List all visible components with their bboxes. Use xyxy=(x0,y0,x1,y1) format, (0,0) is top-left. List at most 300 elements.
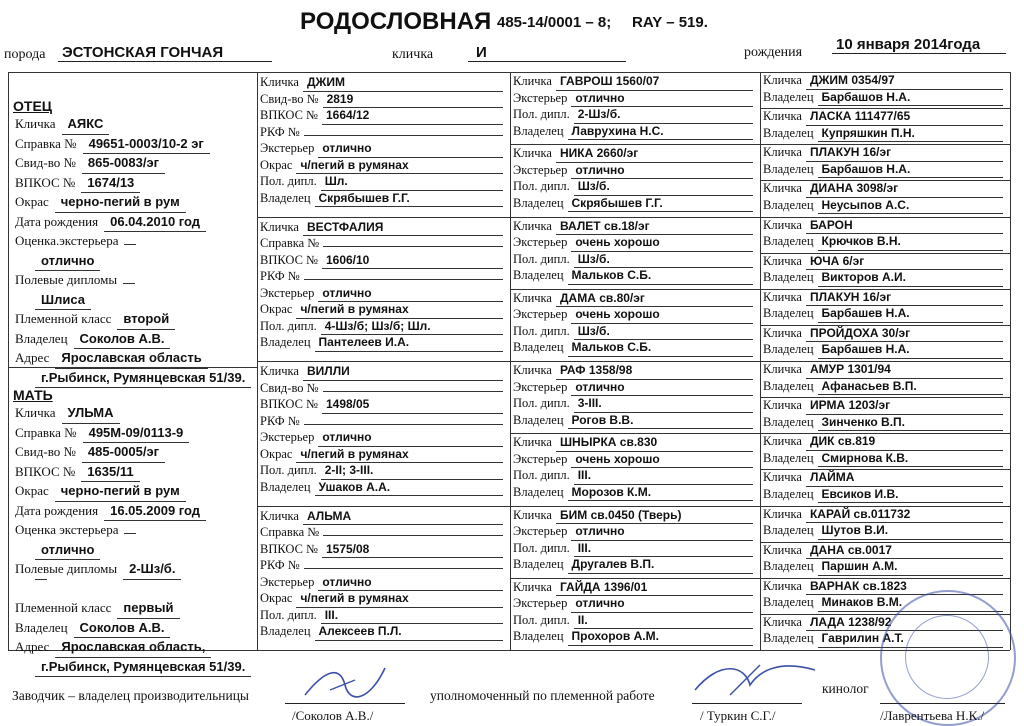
field-value: Другалев В.П. xyxy=(568,556,753,574)
field-label: Владелец xyxy=(763,631,814,646)
field-row xyxy=(258,124,509,141)
field-value: отлично xyxy=(318,429,503,447)
field-value xyxy=(323,391,503,392)
field-row xyxy=(9,134,256,154)
field-row xyxy=(9,559,256,579)
field-label: Свид-во № xyxy=(15,444,76,459)
field-label: Владелец xyxy=(763,414,814,429)
field-row xyxy=(761,125,1009,142)
ancestor-cell xyxy=(761,506,1009,541)
field-row xyxy=(9,290,256,310)
field-row xyxy=(258,74,509,91)
field-row xyxy=(511,251,759,268)
field-value: очень хорошо xyxy=(571,451,753,469)
field-label: Кличка xyxy=(513,290,552,305)
rep-label: уполномоченный по племенной работе xyxy=(430,688,655,703)
field-label: Экстерьер xyxy=(513,235,568,249)
field-row xyxy=(761,486,1009,503)
field-row xyxy=(258,524,509,541)
field-label: Окрас xyxy=(260,157,293,172)
field-value: 2-II; 3-III. xyxy=(321,462,503,480)
field-label: Кличка xyxy=(513,435,552,450)
field-label: Кличка xyxy=(513,363,552,377)
field-row xyxy=(511,395,759,412)
field-value: Смирнова К.В. xyxy=(818,450,1003,468)
field-label: Пол. дипл. xyxy=(260,318,317,333)
field-row xyxy=(9,231,256,251)
field-row xyxy=(9,657,256,677)
field-label: Владелец xyxy=(763,270,814,285)
field-label: Владелец xyxy=(763,197,814,212)
field-label: РКФ № xyxy=(260,124,300,139)
field-label: Пол. дипл. xyxy=(513,612,570,627)
field-value: Мальков С.Б. xyxy=(568,267,753,285)
field-value: Паршин А.М. xyxy=(818,558,1003,576)
field-value: Соколов А.В. xyxy=(74,329,171,350)
field-row xyxy=(258,107,509,124)
field-value: РАФ 1358/98 xyxy=(556,362,753,380)
ancestor-cell xyxy=(761,397,1009,432)
grandparent-cell xyxy=(258,219,509,361)
field-label: Кличка xyxy=(260,508,299,523)
field-row xyxy=(258,396,509,413)
field-label: Окрас xyxy=(260,591,293,605)
field-value: Морозов К.М. xyxy=(568,484,753,502)
field-value: Прохоров А.М. xyxy=(568,628,753,646)
field-row xyxy=(258,157,509,174)
field-row xyxy=(258,479,509,496)
field-label: Пол. дипл. xyxy=(513,468,570,483)
field-label: Владелец xyxy=(260,335,311,349)
field-value: Шутов В.И. xyxy=(818,522,1003,540)
field-value: г.Рыбинск, Румянцевская 51/39. xyxy=(35,368,251,389)
field-row xyxy=(9,270,256,290)
field-value: II. xyxy=(574,612,753,630)
field-row xyxy=(511,195,759,212)
field-value: АЯКС xyxy=(62,114,110,135)
field-value: Шлиса xyxy=(35,290,91,311)
field-value: Рогов В.В. xyxy=(568,412,753,430)
field-value: ШНЫРКА св.830 xyxy=(556,434,753,452)
field-value: ЛАДА 1238/92 xyxy=(806,614,1003,632)
field-value: Крючков В.Н. xyxy=(818,233,1003,251)
field-label: Кличка xyxy=(763,73,802,87)
field-row xyxy=(511,612,759,629)
field-row xyxy=(9,153,256,173)
field-value: отлично xyxy=(571,523,753,541)
field-label: Экстерьер xyxy=(260,574,315,589)
field-value: Ярославская область xyxy=(55,348,207,369)
field-row xyxy=(511,90,759,107)
field-value xyxy=(123,283,135,284)
field-row xyxy=(761,469,1009,486)
field-label: Владелец xyxy=(513,412,564,427)
field-value: 1635/11 xyxy=(81,462,139,483)
field-row xyxy=(761,269,1009,286)
field-row xyxy=(9,540,256,560)
field-value: ч/пегий в румянах xyxy=(296,446,503,464)
field-value: Шз/б. xyxy=(574,251,753,269)
field-value: очень хорошо xyxy=(571,306,753,324)
field-value: Барбашев Н.А. xyxy=(818,305,1003,323)
field-value: отлично xyxy=(35,540,100,561)
field-label: Кличка xyxy=(763,506,802,521)
field-value: ЛАЙМА xyxy=(806,469,1003,487)
field-label: Кличка xyxy=(513,74,552,88)
ancestor-cell xyxy=(761,289,1009,324)
grandparent-cell xyxy=(258,363,509,505)
field-value: ВЕСТФАЛИЯ xyxy=(303,219,503,237)
field-label: Кличка xyxy=(513,579,552,594)
field-label: Окрас xyxy=(15,483,49,498)
field-value: Барбашов Н.А. xyxy=(818,89,1003,107)
field-row xyxy=(258,541,509,558)
field-row xyxy=(258,190,509,207)
field-row xyxy=(9,462,256,482)
field-label: Пол. дипл. xyxy=(513,107,570,121)
field-value: первый xyxy=(117,598,179,619)
name-label: кличка xyxy=(392,47,434,62)
great-grandparent-cell xyxy=(511,73,759,143)
field-value: ЛАСКА 111477/65 xyxy=(806,108,1003,126)
ancestor-cell xyxy=(761,180,1009,215)
field-label: Экстерьер xyxy=(513,379,568,394)
field-label: Владелец xyxy=(513,123,564,138)
field-value: Ушаков А.А. xyxy=(315,479,503,497)
field-row xyxy=(761,180,1009,197)
field-value: Минаков В.М. xyxy=(818,594,1003,612)
father-panel xyxy=(9,76,256,385)
field-value: ДАНА св.0017 xyxy=(806,542,1003,560)
grandparent-cell xyxy=(258,74,509,216)
reg-number: 485-14/0001 – 8; xyxy=(497,14,612,31)
field-row xyxy=(9,442,256,462)
field-label: Дата рождения xyxy=(15,502,99,518)
field-value xyxy=(304,279,503,280)
field-row xyxy=(761,522,1009,539)
field-value: Шз/б. xyxy=(574,178,753,196)
field-row xyxy=(761,233,1009,250)
field-row xyxy=(761,161,1009,178)
name-value: И xyxy=(468,44,626,62)
ancestor-cell xyxy=(761,361,1009,396)
ancestor-cell xyxy=(761,433,1009,468)
field-label: ВПКОС № xyxy=(15,174,76,190)
field-label: Экстерьер xyxy=(260,141,315,155)
field-row xyxy=(9,481,256,501)
ancestor-cell xyxy=(761,542,1009,577)
field-label: Окрас xyxy=(260,302,293,316)
field-value: отлично xyxy=(571,595,753,613)
field-label: Кличка xyxy=(260,75,299,89)
ancestor-cell xyxy=(761,253,1009,288)
birth-value: 10 января 2014года xyxy=(832,36,1006,54)
field-row xyxy=(258,140,509,157)
field-row xyxy=(258,268,509,285)
field-value: 2-Шз/б. xyxy=(574,106,753,124)
field-row xyxy=(258,219,509,236)
great-grandparent-cell xyxy=(511,218,759,288)
field-value: Скрябышев Г.Г. xyxy=(568,195,753,213)
field-row xyxy=(258,235,509,252)
field-label: Экстерьер xyxy=(513,596,568,611)
field-label: Владелец xyxy=(260,479,311,494)
field-value: Соколов А.В. xyxy=(74,618,171,639)
father-heading: ОТЕЦ xyxy=(13,98,53,114)
field-label: Справка № xyxy=(15,424,77,440)
field-value: 49651-0003/10-2 эг xyxy=(83,134,210,155)
field-value: Шл. xyxy=(321,173,503,191)
field-label: Адрес xyxy=(15,350,50,365)
field-row xyxy=(9,501,256,521)
field-value: г.Рыбинск, Румянцевская 51/39. xyxy=(35,657,251,678)
field-value: черно-пегий в рум xyxy=(55,481,186,502)
field-row xyxy=(9,637,256,657)
ancestor-cell xyxy=(761,72,1009,107)
field-label: Владелец xyxy=(763,450,814,465)
field-value: Мальков С.Б. xyxy=(568,339,753,357)
field-row xyxy=(258,334,509,351)
field-label: Племенной класс xyxy=(15,600,112,615)
field-label: Кличка xyxy=(763,362,802,376)
field-label: Экстерьер xyxy=(513,162,568,177)
field-label: Владелец xyxy=(763,378,814,393)
ancestor-cell xyxy=(761,325,1009,360)
field-value: Евсиков И.В. xyxy=(818,486,1003,504)
field-row xyxy=(511,556,759,573)
field-row xyxy=(511,362,759,379)
field-label: Пол. дипл. xyxy=(260,174,317,188)
field-label: Владелец xyxy=(763,342,814,357)
field-value: ГАЙДА 1396/01 xyxy=(556,579,753,597)
field-label: Экстерьер xyxy=(513,524,568,538)
field-label: ВПКОС № xyxy=(260,541,318,556)
field-label: Кличка xyxy=(763,289,802,304)
field-row xyxy=(258,623,509,640)
field-label: Владелец xyxy=(260,190,311,205)
field-label: Владелец xyxy=(513,557,564,571)
field-value: второй xyxy=(117,309,175,330)
field-label: Владелец xyxy=(763,161,814,176)
field-label: Владелец xyxy=(15,330,68,346)
field-label: ВПКОС № xyxy=(260,108,318,122)
field-label: Кличка xyxy=(513,218,552,233)
field-row xyxy=(761,197,1009,214)
breeder-sig-name: /Соколов А.В./ xyxy=(292,708,374,723)
field-label: РКФ № xyxy=(260,558,300,572)
field-row xyxy=(761,253,1009,270)
field-row xyxy=(511,218,759,235)
field-label: Кличка xyxy=(763,542,802,557)
field-value xyxy=(323,246,503,247)
field-row xyxy=(9,403,256,423)
field-row xyxy=(511,106,759,123)
field-value: Алексеев П.Л. xyxy=(315,623,503,641)
field-row xyxy=(761,506,1009,523)
field-label: Кличка xyxy=(763,181,802,196)
field-label: Пол. дипл. xyxy=(513,396,570,410)
field-label: Полевые дипломы xyxy=(15,272,118,287)
field-label: Кличка xyxy=(15,405,56,420)
field-value: отлично xyxy=(35,251,100,272)
field-value: отлично xyxy=(318,574,503,592)
field-label: Владелец xyxy=(763,234,814,248)
field-row xyxy=(258,607,509,624)
field-label: Кличка xyxy=(763,217,802,232)
field-label: Владелец xyxy=(260,624,311,638)
field-value: 1664/12 xyxy=(322,107,503,125)
field-value: III. xyxy=(574,540,753,558)
field-label: Экстерьер xyxy=(513,451,568,466)
field-value: ЮЧА 6/эг xyxy=(806,253,1003,271)
field-value: отлично xyxy=(571,162,753,180)
field-value: ч/пегий в румянах xyxy=(296,590,503,608)
field-value: 1674/13 xyxy=(81,173,140,194)
field-row xyxy=(511,523,759,540)
field-value: Купряшкин П.Н. xyxy=(818,125,1003,143)
field-label: Справка № xyxy=(260,236,320,250)
field-label: ВПКОС № xyxy=(260,397,318,411)
field-value: НИКА 2660/эг xyxy=(556,145,753,163)
field-value: очень хорошо xyxy=(571,234,753,252)
field-value xyxy=(323,535,503,536)
field-value: АМУР 1301/94 xyxy=(806,361,1003,379)
field-label: Кличка xyxy=(15,116,56,131)
field-value: Гаврилин А.Т. xyxy=(818,630,1003,648)
field-value xyxy=(35,579,47,580)
field-label: Полевые дипломы xyxy=(15,561,118,576)
field-label: Кличка xyxy=(763,398,802,413)
field-value: УЛЬМА xyxy=(62,403,120,424)
great-grandparent-cell xyxy=(511,579,759,649)
rep-signature xyxy=(690,650,820,705)
field-row xyxy=(511,123,759,140)
field-row xyxy=(761,305,1009,322)
field-row xyxy=(511,379,759,396)
field-row xyxy=(9,579,256,599)
field-value: ДИАНА 3098/эг xyxy=(806,180,1003,198)
field-label: Владелец xyxy=(763,89,814,104)
field-row xyxy=(258,318,509,335)
field-label: Кличка xyxy=(763,434,802,449)
field-row xyxy=(9,348,256,368)
field-value: ГАВРОШ 1560/07 xyxy=(556,73,753,91)
field-row xyxy=(511,162,759,179)
field-value: ПЛАКУН 16/эг xyxy=(806,289,1003,307)
breed-value: ЭСТОНСКАЯ ГОНЧАЯ xyxy=(58,44,272,62)
field-label: Кличка xyxy=(763,470,802,485)
field-row xyxy=(511,234,759,251)
field-row xyxy=(9,520,256,540)
field-value: БАРОН xyxy=(806,217,1003,235)
field-row xyxy=(9,423,256,443)
field-value: ДЖИМ 0354/97 xyxy=(806,72,1003,90)
field-row xyxy=(258,446,509,463)
field-label: Владелец xyxy=(513,340,564,355)
field-row xyxy=(761,361,1009,378)
field-value: Шз/б. xyxy=(574,323,753,341)
field-label: РКФ № xyxy=(260,269,300,283)
field-value: 1606/10 xyxy=(322,252,503,270)
field-value: 1498/05 xyxy=(322,396,503,414)
field-row xyxy=(761,289,1009,306)
field-row xyxy=(258,508,509,525)
field-row xyxy=(258,590,509,607)
field-label: Кличка xyxy=(260,364,299,378)
stamp-inner-ring xyxy=(905,615,989,699)
field-value: ПРОЙДОХА 30/эг xyxy=(806,325,1003,343)
field-row xyxy=(511,73,759,90)
field-row xyxy=(511,339,759,356)
field-label: Экстерьер xyxy=(260,285,315,300)
field-label: Свид-во № xyxy=(15,155,76,170)
field-value: ДИК св.819 xyxy=(806,433,1003,451)
field-value: 1575/08 xyxy=(322,541,503,559)
field-label: Свид-во № xyxy=(260,91,319,106)
field-label: Экстерьер xyxy=(260,430,315,444)
field-label: Владелец xyxy=(513,629,564,644)
field-row xyxy=(258,557,509,574)
field-row xyxy=(761,325,1009,342)
field-row xyxy=(511,412,759,429)
field-label: Владелец xyxy=(15,619,68,635)
mother-heading: МАТЬ xyxy=(13,387,53,403)
field-value: Неусыпов А.С. xyxy=(818,197,1003,215)
field-row xyxy=(761,414,1009,431)
cynologist-sig-name: /Лаврентьева Н.К./ xyxy=(880,708,985,723)
field-row xyxy=(511,145,759,162)
field-label: Кличка xyxy=(763,614,802,629)
field-row xyxy=(511,306,759,323)
field-label: Владелец xyxy=(513,195,564,210)
field-row xyxy=(761,558,1009,575)
field-label: Владелец xyxy=(763,523,814,537)
field-row xyxy=(761,89,1009,106)
field-label: Кличка xyxy=(763,253,802,268)
field-label: Пол. дипл. xyxy=(513,323,570,338)
field-label: Владелец xyxy=(763,486,814,501)
field-value: отлично xyxy=(571,379,753,397)
field-label: Кличка xyxy=(513,507,552,522)
field-row xyxy=(258,380,509,397)
field-row xyxy=(258,462,509,479)
field-value: Лаврухина Н.С. xyxy=(568,123,753,141)
field-row xyxy=(9,251,256,271)
field-row xyxy=(511,178,759,195)
field-row xyxy=(761,144,1009,161)
field-value: ч/пегий в румянах xyxy=(296,301,503,319)
field-row xyxy=(761,341,1009,358)
field-label: Владелец xyxy=(763,306,814,321)
breed-label: порода xyxy=(4,47,46,62)
grandparent-cell xyxy=(258,508,509,650)
field-label: Окрас xyxy=(15,194,49,209)
field-value: III. xyxy=(321,607,503,625)
field-label: Оценка.экстерьера xyxy=(15,233,119,248)
field-value: 4-Шз/б; Шз/б; Шл. xyxy=(321,318,503,336)
field-row xyxy=(511,628,759,645)
field-value: отлично xyxy=(571,90,753,108)
field-value: ВАРНАК св.1823 xyxy=(806,578,1003,596)
field-value: Ярославская область, xyxy=(55,637,211,658)
field-row xyxy=(258,574,509,591)
field-row xyxy=(258,91,509,108)
field-value: 865-0083/эг xyxy=(82,153,165,174)
field-value: Зинченко В.П. xyxy=(818,414,1003,432)
field-row xyxy=(511,290,759,307)
cynologist-label: кинолог xyxy=(822,681,869,696)
field-row xyxy=(511,267,759,284)
